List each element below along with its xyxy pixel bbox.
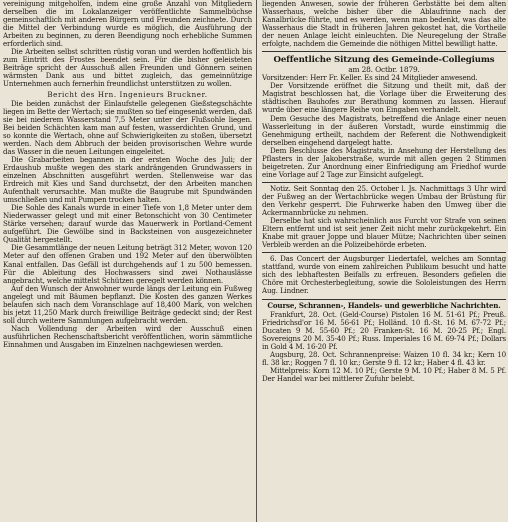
notice-paragraph: Dem Beschlusse des Magistrats, in Ansehung der Herstellung des Pflasters in der Jakoberstraße, wurde mit allen gegen 2 Stimmen beigetreten. Zur Anordnung einer Einfriedigung am Friedhof wurde eine Vorlage auf 2 Tage zur Einsicht aufgelegt. bbox=[262, 145, 506, 179]
column-divider bbox=[256, 0, 257, 522]
notice-paragraph: Dem Gesuche des Magistrats, betreffend die Anlage einer neuen Wasserleitung in der äußeren Vorstadt, wurde einstimmig die Genehmigung ertheilt, nachdem der Referent die Nothwendigkeit derselben eingehend dargelegt hatte. bbox=[262, 113, 506, 147]
left-column bbox=[3, 0, 252, 522]
section-rule bbox=[262, 51, 506, 52]
top-paragraph: liegenden Anwesen, sowie der früheren Gerbstätte bei dem alten Wasserhaus, welche bisher über die Ablaufrinne nach der Kanalbrücke führte, und es werden, wenn man bedenkt, was das alte Wasserhaus die Stadt in früheren Jahren gekostet hat, die Vortheile der neuen Anlage leicht einleuchten. Die Neuregelung der Straße erfolgte, nachdem die Gemeinde die nöthigen Mittel bewilligt hatte. bbox=[262, 0, 506, 49]
intro-paragraph: vereinigung mitgeholfen, indem eine große Anzahl von Mitgliedern derselben die im Lokalanzeiger veröffentlichte Sammelbüchse gemeinschaftlich mit anderen Bürgern und Freunden zeichnete. Durch die Mittel der Verbindung wurde es möglich, die Ausführung der Arbeiten zu beginnen, zu deren Beendigung noch erhebliche Summen erforderlich sind. bbox=[3, 0, 252, 49]
report-paragraph: Die Sohle des Kanals wurde in einer Tiefe von 1,8 Meter unter dem Niederwasser gelegt und mit einer Betonschicht von 30 Centimeter Stärke versehen; darauf wurde das Mauerwerk in Portland-Cement aufgeführt. Die Gewölbe sind in Backsteinen von ausgezeichneter Qualität hergestellt. bbox=[3, 203, 252, 245]
market-paragraph: Mittelpreis: Korn 12 M. 10 Pf.; Gerste 9 M. 10 Pf.; Haber 8 M. 5 Pf. Der Handel war bei mittlerer Zufuhr belebt. bbox=[262, 365, 506, 383]
market-paragraph: Frankfurt, 28. Oct. (Geld-Course) Pistolen 16 M. 51-61 Pf.; Preuß. Friedrichsd'or 16 M. 56-61 Pf.; Holländ. 10 fl.-St. 16 M. 67-72 Pf.; Ducaten 9 M. 55-60 Pf.; 20 Franken-St. 16 M. 20-25 Pf.; Engl. Sovereigns 20 M. 35-40 Pf.; Russ. Imperiales 16 M. 69-74 Pf.; Dollars in Gold 4 M. 16-20 Pf. bbox=[262, 309, 506, 351]
notice-date: am 28. Octbr. 1879. bbox=[348, 65, 420, 75]
market-paragraph: Augsburg, 28. Oct. Schrannenpreise: Waizen 10 fl. 34 kr.; Kern 10 fl. 38 kr.; Roggen 7 fl. 10 kr.; Gerste 9 fl. 12 kr.; Haber 4 fl. 43 kr. bbox=[262, 349, 506, 367]
intro-paragraph: Die Arbeiten selbst schritten rüstig voran und werden hoffentlich bis zum Eintritt des Frostes beendet sein. Für die bisher geleisteten Beiträge spricht der Ausschuß allen Freunden und Gönnern seinen wärmsten Dank aus und bittet zugleich, das gemeinnützige Unternehmen auch fernerhin freundlichst unterstützen zu wollen. bbox=[3, 47, 252, 89]
notice-headline: Oeffentliche Sitzung des Gemeinde-Collegiums bbox=[273, 55, 495, 66]
report-paragraph: Die Grabarbeiten begannen in der ersten Woche des Juli; der Erdaushub mußte wegen des stark andrängenden Grundwassers in einzelnen Abschnitten ausgeführt werden. Stellenweise war das Erdreich mit Kies und Sand durchsetzt, der den Arbeiten manchen Aufenthalt verursachte. Man mußte die Baugrube mit Spundwänden umschließen und mit Pumpen trocken halten. bbox=[3, 154, 252, 205]
right-column bbox=[262, 0, 506, 522]
report-paragraph: Die beiden zunächst der Einlaufstelle gelegenen Gießstegschächte liegen im Bette der Wertach; sie mußten so tief eingesenkt werden, daß sie bei niederem Wasserstand 7,5 Meter unter der Flußsohle liegen. Bei beiden Schächten kam man auf festen, wasserdichten Grund, und so konnte die Wertach, ohne auf Schwierigkeiten zu stoßen, übersetzt werden. Nach dem Abbruch der beiden provisorischen Wehre wurde das Wasser in die neuen Leitungen eingeleitet. bbox=[3, 98, 252, 156]
section-rule bbox=[262, 299, 506, 300]
report-heading: Bericht des Hrn. Ingenieurs Bruckner. bbox=[47, 89, 208, 99]
report-paragraph: Auf den Wunsch der Anwohner wurde längs der Leitung ein Fußweg angelegt und mit Bäumen bepflanzt. Die Kosten des ganzen Werkes belaufen sich nach dem Voranschlage auf 18,400 Mark, von welchen bis jetzt 11,250 Mark durch freiwillige Beiträge gedeckt sind; der Rest soll durch weitere Sammlungen aufgebracht werden. bbox=[3, 283, 252, 325]
report-paragraph: Die Gesammtlänge der neuen Leitung beträgt 312 Meter, wovon 120 Meter auf den offenen Graben und 192 Meter auf den überwölbten Kanal entfallen. Das Gefäll ist durchgehends auf 1 zu 500 bemessen. Für die Ableitung des Hochwassers sind zwei Nothauslässe angebracht, welche mittelst Schützen geregelt werden können. bbox=[3, 243, 252, 285]
section-rule bbox=[262, 252, 506, 253]
notice-paragraph: Der Vorsitzende eröffnet die Sitzung und theilt mit, daß der Magistrat beschlossen hat, die Vorlage über die Erweiterung des städtischen Bauhofes zur Berathung kommen zu lassen. Hierauf wurde über eine längere Reihe von Eingaben verhandelt. bbox=[262, 81, 506, 115]
section-rule bbox=[262, 182, 506, 183]
notice-chair: Vorsitzender: Herr Fr. Keller. Es sind 24 Mitglieder anwesend. bbox=[262, 73, 478, 83]
report-paragraph: Nach Vollendung der Arbeiten wird der Ausschuß einen ausführlichen Rechenschaftsbericht veröffentlichen, worin sämmtliche Einnahmen und Ausgaben im Einzelnen nachgewiesen werden. bbox=[3, 323, 252, 349]
market-heading: Course, Schrannen-, Handels- und gewerbliche Nachrichten. bbox=[267, 300, 501, 310]
notiz-paragraph: Notiz. Seit Sonntag den 25. October l. Js. Nachmittags 3 Uhr wird der Fußweg an der Wertachbrücke wegen Umbau der Brüstung für den Verkehr gesperrt. Die Fuhrwerke haben den Umweg über die Ackermannbrücke zu nehmen. bbox=[262, 183, 506, 218]
item-paragraph: 6. Das Concert der Augsburger Liedertafel, welches am Sonntag stattfand, wurde von einem zahlreichen Publikum besucht und hatte sich des lebhaftesten Beifalls zu erfreuen. Besonders gefielen die Chöre mit Orchesterbegleitung, sowie die Sololeistungen des Herrn Aug. Lindner. bbox=[262, 254, 506, 296]
notiz-paragraph: Derselbe hat sich wahrscheinlich aus Furcht vor Strafe von seinen Eltern entfernt und ist seit jener Zeit nicht mehr zurückgekehrt. Ein Knabe mit grauer Joppe und blauer Mütze; Nachrichten über seinen Verbleib werden an die Polizeibehörde erbeten. bbox=[262, 216, 506, 250]
